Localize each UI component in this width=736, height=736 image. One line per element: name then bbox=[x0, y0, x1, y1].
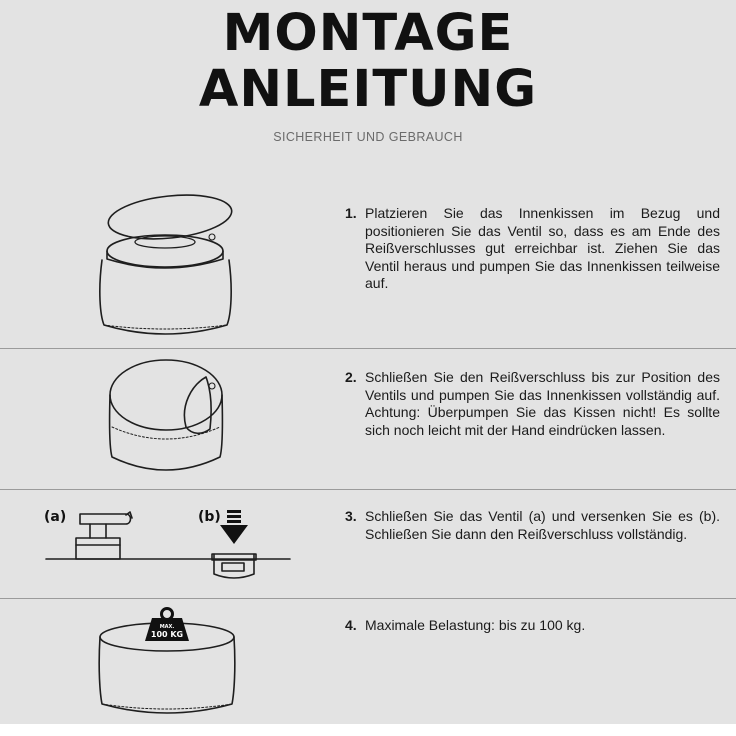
page-title-line1: MONTAGE bbox=[222, 4, 514, 63]
step-3-text: Schließen Sie das Ventil (a) und versenken Sie es (b). Schließen Sie dann den Reißverschluss vollständig. bbox=[365, 508, 720, 542]
step-1-illustration bbox=[90, 185, 250, 345]
page-title-line2: ANLEITUNG bbox=[198, 60, 538, 119]
valve-label-b: (b) bbox=[198, 509, 221, 525]
inner-cushion-icon bbox=[107, 235, 223, 267]
pouf-top-icon bbox=[110, 360, 222, 430]
step-1 bbox=[345, 205, 720, 293]
step-3-illustration bbox=[40, 500, 300, 590]
divider-1 bbox=[0, 348, 736, 349]
valve-icon bbox=[209, 234, 215, 240]
step-4-illustration bbox=[92, 604, 248, 724]
divider-2 bbox=[0, 489, 736, 490]
step-2 bbox=[345, 369, 720, 439]
weight-icon bbox=[145, 609, 189, 642]
page-subtitle: SICHERHEIT UND GEBRAUCH bbox=[273, 130, 463, 144]
pouf-cover-icon bbox=[100, 260, 231, 334]
step-2-number: 2. bbox=[345, 369, 357, 385]
down-arrow-icon bbox=[220, 510, 248, 544]
step-1-number: 1. bbox=[345, 205, 357, 221]
valve-icon bbox=[209, 383, 215, 389]
step-2-text: Schließen Sie den Reißverschluss bis zur Position des Ventils und pumpen Sie das Innenkissen vollständig auf. Achtung: Überpumpen Sie das Kissen nicht! Es sollte sich noch leicht mit der Hand eindrücken lassen. bbox=[365, 369, 720, 438]
valve-label-a: (a) bbox=[44, 509, 67, 525]
open-valve-icon bbox=[76, 512, 132, 559]
step-1-text: Platzieren Sie das Innenkissen im Bezug und positionieren Sie das Ventil so, dass es am Ende des Reißverschlusses gut erreichbar ist. Ziehen Sie das Ventil heraus und pumpen Sie das Innenkissen teilweise auf. bbox=[365, 205, 720, 291]
pouf-side-icon bbox=[99, 637, 235, 713]
step-3-number: 3. bbox=[345, 508, 357, 524]
divider-3 bbox=[0, 598, 736, 599]
zipper-flap-icon bbox=[184, 377, 211, 433]
step-4 bbox=[345, 617, 720, 635]
step-4-text: Maximale Belastung: bis zu 100 kg. bbox=[365, 617, 586, 633]
sunk-valve-icon bbox=[212, 554, 256, 578]
step-4-number: 4. bbox=[345, 617, 357, 633]
weight-label-top: MAX. bbox=[159, 624, 175, 630]
weight-label-bottom: 100 KG bbox=[150, 630, 184, 639]
step-3 bbox=[345, 508, 720, 543]
step-2-illustration bbox=[100, 355, 240, 485]
